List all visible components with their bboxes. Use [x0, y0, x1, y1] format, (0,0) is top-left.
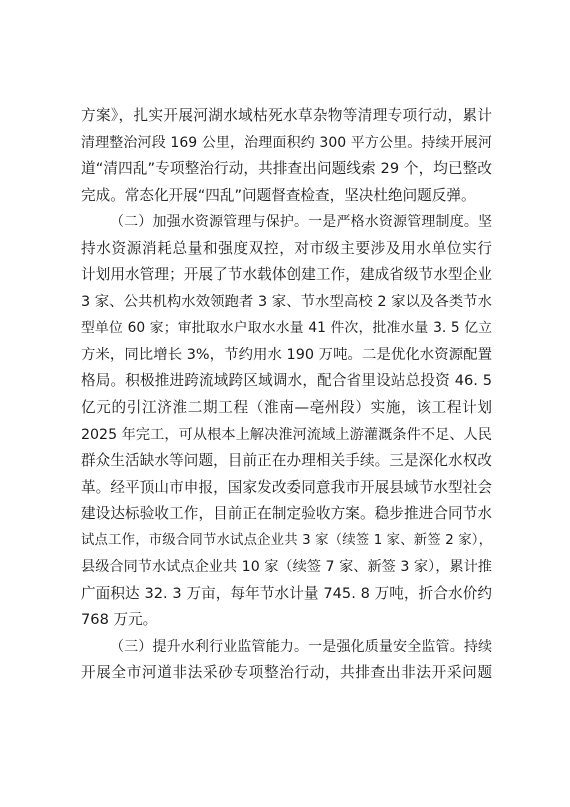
text-line: 建设达标验收工作，目前正在制定验收方案。稳步推进合同节水 — [81, 505, 492, 523]
text-line: 群众生活缺水等问题，目前正在办理相关手续。三是深化水权改 — [81, 452, 492, 470]
text-line: 革。经平顶山市申报，国家发改委同意我市开展县域节水型社会 — [81, 478, 492, 496]
text-line: 道“清四乱”专项整治行动，共排查出问题线索 29 个，均已整改 — [81, 160, 492, 178]
text-line: 县级合同节水试点企业共 10 家（续签 7 家、新签 3 家），累计推 — [81, 559, 492, 576]
text-line: 方案》，扎实开展河湖水域枯死水草杂物等清理专项行动，累计 — [81, 107, 492, 124]
text-line: 计划用水管理；开展了节水载体创建工作，建成省级节水型企业 — [81, 266, 492, 284]
body-text — [81, 103, 492, 687]
text-line: 型单位 60 家；审批取水户取水水量 41 件次，批准水量 3. 5 亿立 — [81, 320, 492, 337]
text-line: 试点工作，市级合同节水试点企业共 3 家（续签 1 家、新签 2 家）， — [81, 532, 492, 548]
text-line: 持水资源消耗总量和强度双控，对市级主要涉及用水单位实行 — [81, 239, 492, 257]
text-line: 广面积达 32. 3 万亩，每年节水计量 745. 8 万吨，折合水价约 — [81, 584, 492, 602]
text-line: 2025 年完工，可从根本上解决淮河流域上游灌溉条件不足、人民 — [81, 426, 492, 443]
text-line: （二）加强水资源管理与保护。一是严格水资源管理制度。坚 — [110, 214, 492, 231]
text-line: 格局。积极推进跨流域跨区域调水，配合省里设站总投资 46. 5 — [81, 372, 492, 390]
text-line: 方米，同比增长 3%，节约用水 190 万吨。二是优化水资源配置 — [81, 346, 492, 363]
text-line: 开展全市河道非法采砂专项整治行动，共排查出非法开采问题 — [81, 664, 492, 682]
text-line: （三）提升水利行业监管能力。一是强化质量安全监管。持续 — [110, 638, 492, 655]
text-line: 亿元的引江济淮二期工程（淮南—亳州段）实施，该工程计划 — [81, 399, 492, 417]
text-line: 768 万元。 — [81, 611, 158, 629]
text-line: 完成。常态化开展“四乱”问题督查检查，坚决杜绝问题反弹。 — [81, 186, 476, 204]
text-line: 清理整治河段 169 公里，治理面积约 300 平方公里。持续开展河 — [81, 134, 492, 151]
text-line: 3 家、公共机构水效领跑者 3 家、节水型高校 2 家以及各类节水 — [81, 293, 492, 310]
